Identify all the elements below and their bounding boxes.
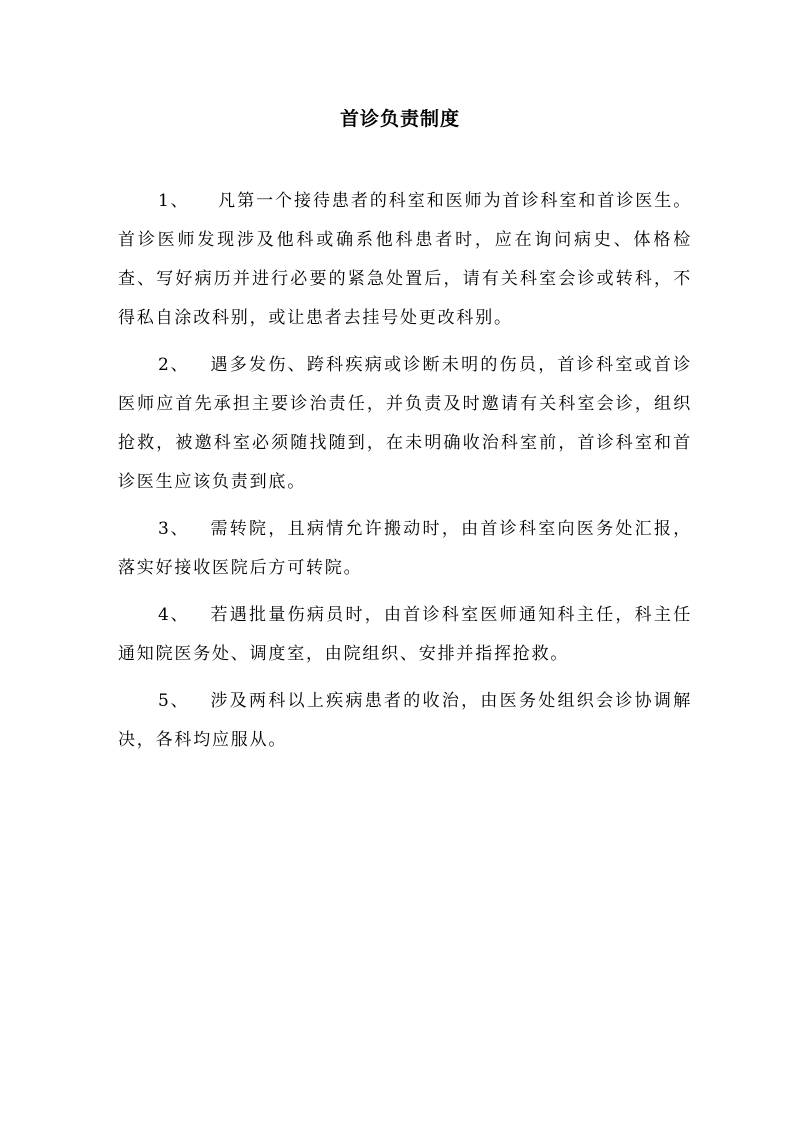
paragraph-number: 2、 — [158, 355, 190, 375]
paragraph-number: 1、 — [158, 191, 190, 211]
paragraph-text: 涉及两科以上疾病患者的收治，由医务处组织会诊协调解决，各科均应服从。 — [118, 691, 692, 750]
paragraph-number: 5、 — [158, 691, 190, 711]
paragraph-4 — [118, 596, 692, 674]
paragraph-text: 若遇批量伤病员时，由首诊科室医师通知科主任，科主任通知院医务处、调度室，由院组织、安排并指挥抢救。 — [118, 605, 692, 664]
paragraph-2 — [118, 346, 692, 502]
paragraph-5 — [118, 682, 692, 760]
paragraph-3 — [118, 510, 692, 588]
paragraph-text: 遇多发伤、跨科疾病或诊断未明的伤员，首诊科室或首诊医师应首先承担主要诊治责任，并负责及时邀请有关科室会诊，组织抢救，被邀科室必须随找随到，在未明确收治科室前，首诊科室和首诊医生应该负责到底。 — [118, 355, 692, 492]
paragraph-text: 需转院，且病情允许搬动时，由首诊科室向医务处汇报，落实好接收医院后方可转院。 — [118, 519, 692, 578]
paragraph-number: 3、 — [158, 519, 190, 539]
paragraph-text: 凡第一个接待患者的科室和医师为首诊科室和首诊医生。首诊医师发现涉及他科或确系他科患者时，应在询问病史、体格检查、写好病历并进行必要的紧急处置后，请有关科室会诊或转科，不得私自涂改科别，或让患者去挂号处更改科别。 — [118, 191, 692, 328]
paragraph-number: 4、 — [158, 605, 190, 625]
paragraph-1 — [118, 182, 692, 338]
document-title: 首诊负责制度 — [339, 108, 460, 130]
document-body — [118, 182, 692, 768]
